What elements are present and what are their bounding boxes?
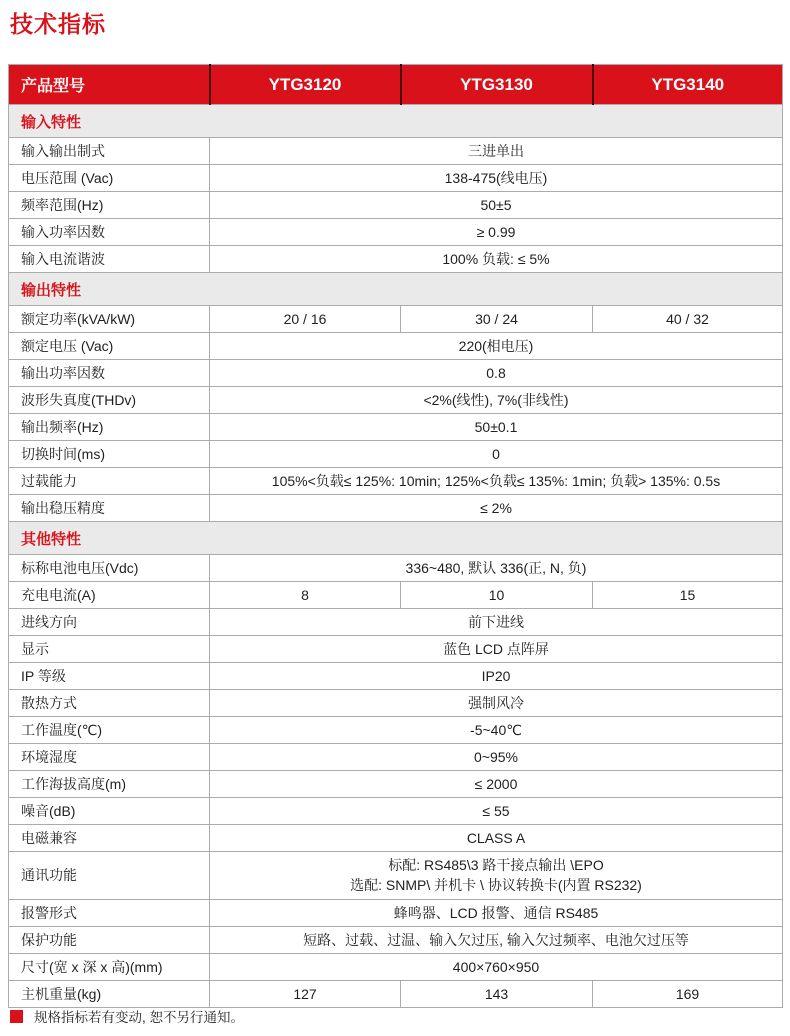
- spec-label: 显示: [9, 636, 210, 663]
- spec-value: ≤ 2000: [210, 771, 783, 798]
- spec-value: 50±5: [210, 192, 783, 219]
- table-body: [9, 105, 783, 1008]
- spec-row: [9, 219, 783, 246]
- spec-value: 8: [210, 582, 401, 609]
- spec-label: 噪音(dB): [9, 798, 210, 825]
- spec-value: 50±0.1: [210, 414, 783, 441]
- spec-value: 短路、过载、过温、输入欠过压, 输入欠过频率、电池欠过压等: [210, 926, 783, 953]
- spec-value: 10: [401, 582, 593, 609]
- spec-value: 143: [401, 980, 593, 1007]
- spec-value: 0.8: [210, 360, 783, 387]
- spec-row: [9, 953, 783, 980]
- spec-value: 蜂鸣器、LCD 报警、通信 RS485: [210, 899, 783, 926]
- section-header-row: [9, 522, 783, 555]
- spec-row: [9, 138, 783, 165]
- spec-value: 127: [210, 980, 401, 1007]
- spec-row: [9, 246, 783, 273]
- spec-value: <2%(线性), 7%(非线性): [210, 387, 783, 414]
- spec-label: 进线方向: [9, 609, 210, 636]
- spec-label: 通讯功能: [9, 852, 210, 900]
- spec-label: 报警形式: [9, 899, 210, 926]
- spec-value: ≤ 2%: [210, 495, 783, 522]
- spec-row: [9, 333, 783, 360]
- spec-value-line: 标配: RS485\3 路干接点输出 \EPO: [388, 857, 604, 873]
- spec-row: [9, 690, 783, 717]
- spec-row: [9, 717, 783, 744]
- model-column-header-ytg3140: YTG3140: [593, 65, 783, 105]
- spec-value: 强制风冷: [210, 690, 783, 717]
- spec-value-line: 选配: SNMP\ 并机卡 \ 协议转换卡(内置 RS232): [350, 877, 642, 894]
- spec-value: ≤ 55: [210, 798, 783, 825]
- spec-label: 输出频率(Hz): [9, 414, 210, 441]
- section-title: 输入特性: [9, 105, 783, 138]
- spec-row: [9, 926, 783, 953]
- spec-label: 额定功率(kVA/kW): [9, 306, 210, 333]
- spec-value: 30 / 24: [401, 306, 593, 333]
- spec-label: 输出功率因数: [9, 360, 210, 387]
- spec-row: [9, 192, 783, 219]
- spec-row: [9, 798, 783, 825]
- spec-value: 蓝色 LCD 点阵屏: [210, 636, 783, 663]
- spec-row: [9, 582, 783, 609]
- spec-value: [210, 852, 783, 900]
- spec-row: [9, 899, 783, 926]
- section-header-row: [9, 273, 783, 306]
- spec-value: -5~40℃: [210, 717, 783, 744]
- spec-row: [9, 387, 783, 414]
- spec-label: 频率范围(Hz): [9, 192, 210, 219]
- spec-label: 输入输出制式: [9, 138, 210, 165]
- model-column-header-ytg3120: YTG3120: [210, 65, 401, 105]
- spec-label: 散热方式: [9, 690, 210, 717]
- spec-table: [8, 64, 783, 1008]
- spec-row: [9, 165, 783, 192]
- spec-label: 保护功能: [9, 926, 210, 953]
- spec-value: IP20: [210, 663, 783, 690]
- spec-label: 输入电流谐波: [9, 246, 210, 273]
- spec-value: 100% 负载: ≤ 5%: [210, 246, 783, 273]
- spec-label: 波形失真度(THDv): [9, 387, 210, 414]
- section-title: 其他特性: [9, 522, 783, 555]
- spec-label: 输出稳压精度: [9, 495, 210, 522]
- spec-row: [9, 495, 783, 522]
- spec-label: 电压范围 (Vac): [9, 165, 210, 192]
- spec-row: [9, 636, 783, 663]
- spec-value: 40 / 32: [593, 306, 783, 333]
- page-title: 技术指标: [10, 11, 106, 37]
- spec-label: 标称电池电压(Vdc): [9, 555, 210, 582]
- spec-row: [9, 825, 783, 852]
- table-header-row: [9, 65, 783, 105]
- spec-value: 220(相电压): [210, 333, 783, 360]
- footnote-text: 规格指标若有变动, 恕不另行通知。: [34, 1010, 245, 1025]
- spec-value: 400×760×950: [210, 953, 783, 980]
- spec-value: 0~95%: [210, 744, 783, 771]
- section-header-row: [9, 105, 783, 138]
- spec-value: CLASS A: [210, 825, 783, 852]
- footnote: [10, 1006, 244, 1026]
- red-square-bullet-icon: [10, 1010, 23, 1023]
- spec-label: 尺寸(宽 x 深 x 高)(mm): [9, 953, 210, 980]
- spec-row: [9, 555, 783, 582]
- spec-row: [9, 360, 783, 387]
- spec-value: 169: [593, 980, 783, 1007]
- spec-label: 过载能力: [9, 468, 210, 495]
- spec-label: 输入功率因数: [9, 219, 210, 246]
- spec-row: [9, 980, 783, 1007]
- spec-value: ≥ 0.99: [210, 219, 783, 246]
- section-title: 输出特性: [9, 273, 783, 306]
- spec-row: [9, 441, 783, 468]
- spec-value: 0: [210, 441, 783, 468]
- spec-row: [9, 663, 783, 690]
- product-model-header: 产品型号: [9, 65, 210, 105]
- spec-label: 主机重量(kg): [9, 980, 210, 1007]
- spec-row: [9, 468, 783, 495]
- spec-label: 工作温度(℃): [9, 717, 210, 744]
- spec-row: [9, 414, 783, 441]
- spec-value: 前下进线: [210, 609, 783, 636]
- spec-label: 切换时间(ms): [9, 441, 210, 468]
- spec-row: [9, 306, 783, 333]
- spec-value: 20 / 16: [210, 306, 401, 333]
- spec-row: [9, 852, 783, 900]
- spec-label: 充电电流(A): [9, 582, 210, 609]
- spec-value: 138-475(线电压): [210, 165, 783, 192]
- spec-label: 工作海拔高度(m): [9, 771, 210, 798]
- spec-label: 电磁兼容: [9, 825, 210, 852]
- model-column-header-ytg3130: YTG3130: [401, 65, 593, 105]
- spec-label: 环境湿度: [9, 744, 210, 771]
- spec-row: [9, 744, 783, 771]
- spec-row: [9, 609, 783, 636]
- spec-value: 15: [593, 582, 783, 609]
- spec-label: IP 等级: [9, 663, 210, 690]
- spec-label: 额定电压 (Vac): [9, 333, 210, 360]
- spec-value: 105%<负载≤ 125%: 10min; 125%<负载≤ 135%: 1min; 负载> 135%: 0.5s: [210, 468, 783, 495]
- spec-value: 三进单出: [210, 138, 783, 165]
- spec-row: [9, 771, 783, 798]
- spec-value: 336~480, 默认 336(正, N, 负): [210, 555, 783, 582]
